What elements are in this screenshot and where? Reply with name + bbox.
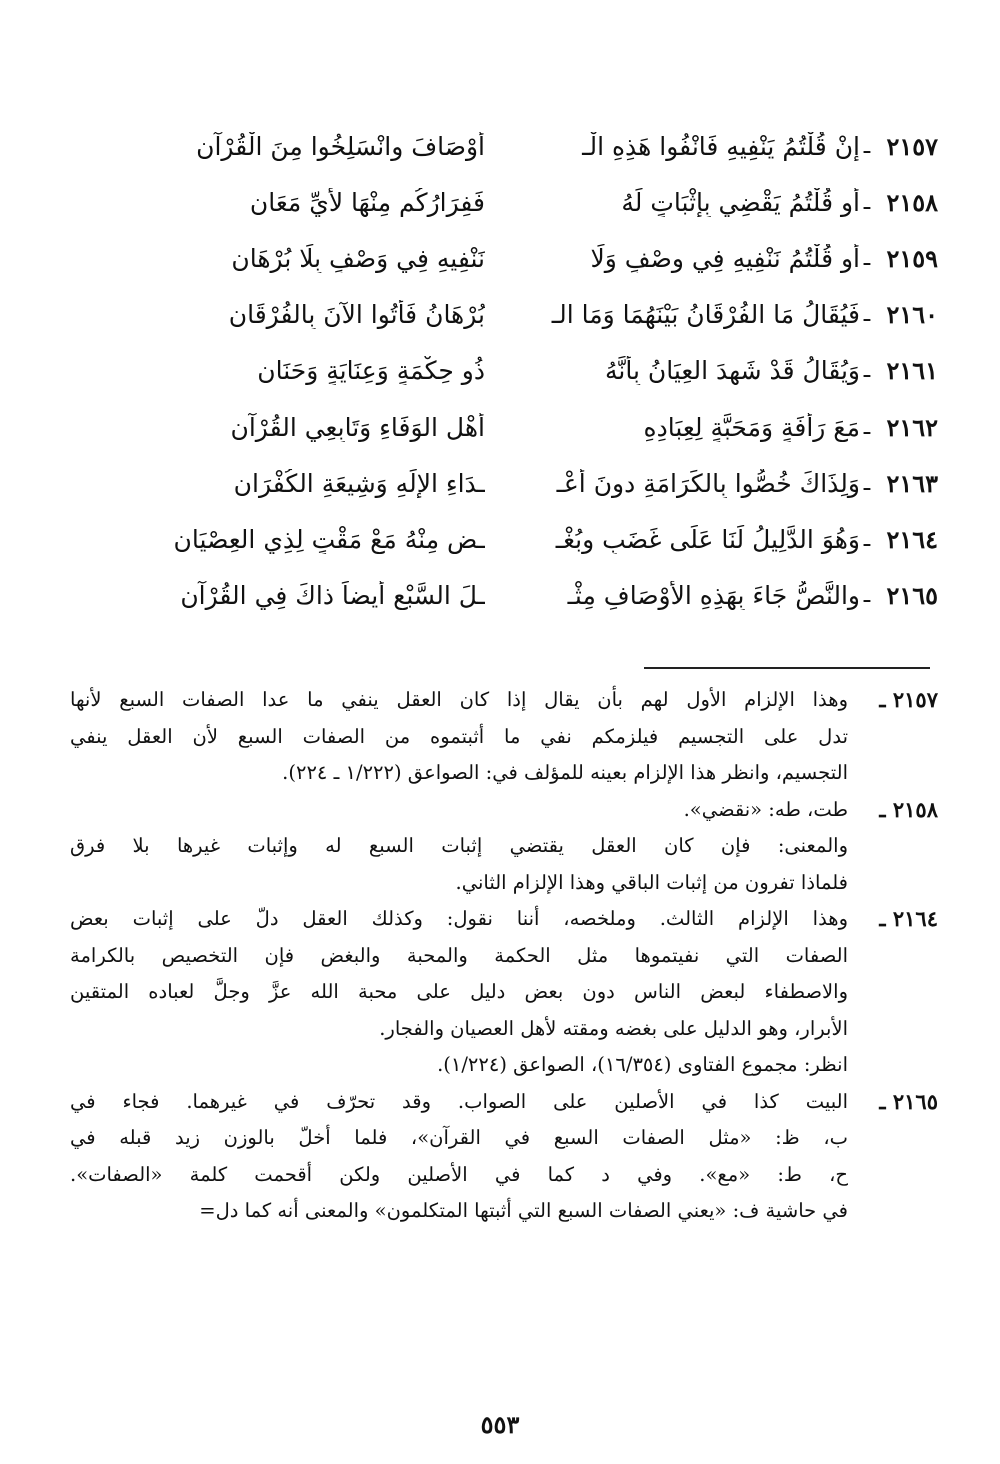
footnote-line: ب، ظ: «مثل الصفات السبع في القرآن»، فلما أخلّ بالوزن زيد قبله في (70, 1126, 848, 1149)
footnote-number: ٢١٥٧ ـ (879, 687, 938, 712)
verse-second-hemistich: ـضٍ مِنْهُ مَعْ مَقْتٍ لِذِي العِصْيَانِ (173, 524, 485, 554)
footnote-2158-continuation (70, 828, 938, 901)
footnote-line: تدل على التجسيم فيلزمكم نفي ما أثبتموه من الصفات السبع لأن العقل ينفي (70, 724, 848, 748)
footnote-number: ٢١٦٤ ـ (879, 906, 938, 931)
verse-dash: ـ (863, 414, 871, 440)
verse-row (70, 287, 938, 343)
footnote-line: والاصطفاء لبعض الناس دون بعض دليل على محبة الله عزَّ وجلَّ لعباده المتقين (70, 980, 848, 1003)
verse-first-hemistich: أو قُلْتُمُ يَقْضِي بِإثْبَاتٍ لَهُ (621, 187, 860, 217)
footnote-text (70, 901, 848, 1047)
verse-first-hemistich: أو قُلْتُمُ نَنْفِيهِ فِي وصْفٍ وَلَا (590, 243, 860, 273)
footnote-2164-continuation (70, 1047, 938, 1084)
verse-row (70, 343, 938, 399)
page-number: ٥٥٣ (480, 1410, 520, 1439)
verse-second-hemistich: ـدَاءِ الإلَهِ وَشِيعَةِ الكُفْرَانِ (233, 468, 485, 498)
verse-second-hemistich: أَوْصَافَ وانْسَلِخُوا مِنَ الْقُرْآنِ (196, 131, 485, 161)
footnote-text (70, 682, 848, 792)
verse-row (70, 568, 938, 624)
verse-dash: ـ (863, 302, 871, 328)
footnote-line: البيت كذا في الأصلين على الصواب. وقد تحرّف في غيرهما. فجاء في (70, 1089, 848, 1113)
verse-dash: ـ (863, 245, 871, 271)
footnote-line: وهذا الإلزام الثالث. وملخصه، أننا نقول: وكذلك العقل دلّ على إثبات بعض (70, 907, 848, 930)
verse-second-hemistich: ـلَ السَّبْعِ أيضاً ذاكَ فِي القُرْآنِ (180, 581, 485, 611)
verse-number: ٢١٦٠ (886, 300, 938, 330)
footnote-2158 (70, 792, 938, 829)
verse-number: ٢١٦٢ (886, 412, 938, 442)
poem-verses (70, 118, 938, 624)
verse-row (70, 455, 938, 511)
footnote-line: والمعنى: فإن كان العقل يقتضي إثبات السبع له وإثبات غيرها بلا فرق (70, 834, 848, 857)
footnote-number: ٢١٦٥ ـ (879, 1088, 938, 1114)
verse-number: ٢١٥٧ (886, 131, 938, 161)
verse-row (70, 174, 938, 230)
verse-first-hemistich: والنَّصُّ جَاءَ بِهَذِهِ الأوْصَافِ مِثْـ (567, 581, 860, 611)
verse-second-hemistich: نَنْفِيهِ فِي وَصْفٍ بِلَا بُرْهَانِ (231, 243, 485, 273)
verse-number: ٢١٦١ (886, 356, 938, 386)
footnote-line: فلماذا تفرون من إثبات الباقي وهذا الإلزام الثاني. (455, 870, 848, 894)
verse-second-hemistich: ذُو حِكْمَةٍ وَعِنَايَةٍ وَحَنَانِ (257, 356, 485, 386)
verse-second-hemistich: أَهْلِ الوَفَاءِ وَتَابِعِي القُرْآنِ (230, 412, 485, 442)
verse-number: ٢١٥٩ (886, 243, 938, 273)
footnote-line: ح، ط: «مع». وفي د كما في الأصلين ولكن أقحمت كلمة «الصفات». (70, 1162, 848, 1186)
verse-row (70, 511, 938, 567)
verse-dash: ـ (863, 189, 871, 215)
footnote-line: طت، طه: «نقضي». (683, 797, 848, 821)
verse-first-hemistich: وَهُوَ الدَّلِيلُ لَنَا عَلَى غَضَبٍ وبُغْـ (555, 524, 860, 554)
footnote-line: انظر: مجموع الفتاوى (١٦/٣٥٤)، الصواعق (١/٢٢٤). (437, 1053, 848, 1076)
footnote-text (70, 792, 848, 829)
verse-row (70, 118, 938, 174)
verse-dash: ـ (863, 526, 871, 552)
footnote-line: التجسيم، وانظر هذا الإلزام بعينه للمؤلف في: الصواعق (١/٢٢٢ ـ ٢٢٤). (282, 761, 848, 784)
footnote-line: وهذا الإلزام الأول لهم بأن يقال إذا كان العقل ينفي ما عدا الصفات السبع لأنها (70, 688, 848, 711)
verse-second-hemistich: بُرْهَانُ فَأْتُوا الآنَ بِالفُرْقَانِ (228, 300, 485, 330)
verse-first-hemistich: فَيُقَالُ مَا الفُرْقَانُ بَيْنَهُمَا وَمَا الـ (551, 300, 860, 330)
footnote-line: في حاشية ف: «يعني الصفات السبع التي أثبتها المتكلمون» والمعنى أنه كما دل= (199, 1199, 848, 1222)
verse-first-hemistich: مَعَ رَأْفَةٍ وَمَحَبَّةٍ لِعِبَادِهِ (643, 412, 860, 442)
verse-row (70, 230, 938, 286)
verse-number: ٢١٦٤ (886, 524, 938, 554)
verse-first-hemistich: إنْ قُلْتُمُ يَنْفِيهِ فَانْفُوا هَذِهِ الْـ (582, 131, 860, 161)
verse-row (70, 399, 938, 455)
verse-dash: ـ (863, 133, 871, 159)
verse-first-hemistich: وَيُقَالُ قَدْ شَهِدَ العِيَانُ بِأنَّهُ (605, 356, 860, 386)
verse-dash: ـ (863, 358, 871, 384)
footnote-separator (644, 667, 930, 669)
footnote-text (70, 1084, 848, 1230)
verse-number: ٢١٦٣ (886, 468, 938, 498)
verse-dash: ـ (863, 470, 871, 496)
verse-second-hemistich: فَفِرَارُكُم مِنْهَا لأيِّ مَعَانِ (249, 187, 485, 217)
verse-dash: ـ (863, 583, 871, 609)
footnote-2164 (70, 901, 938, 1047)
footnote-2157 (70, 682, 938, 792)
verse-first-hemistich: وَلِذَاكَ خُصُّوا بِالكَرَامَةِ دونَ أَعْـ (556, 468, 860, 498)
footnote-line: الأبرار، وهو الدليل على بغضه ومقته لأهل العصيان والفجار. (379, 1016, 848, 1040)
verse-number: ٢١٥٨ (886, 187, 938, 217)
footnote-2165 (70, 1084, 938, 1230)
footnotes (70, 682, 938, 1230)
footnote-number: ٢١٥٨ ـ (879, 796, 938, 822)
verse-number: ٢١٦٥ (886, 581, 938, 611)
footnote-line: الصفات التي نفيتموها مثل الحكمة والمحبة والبغض فإن التخصيص بالكرامة (70, 943, 848, 967)
